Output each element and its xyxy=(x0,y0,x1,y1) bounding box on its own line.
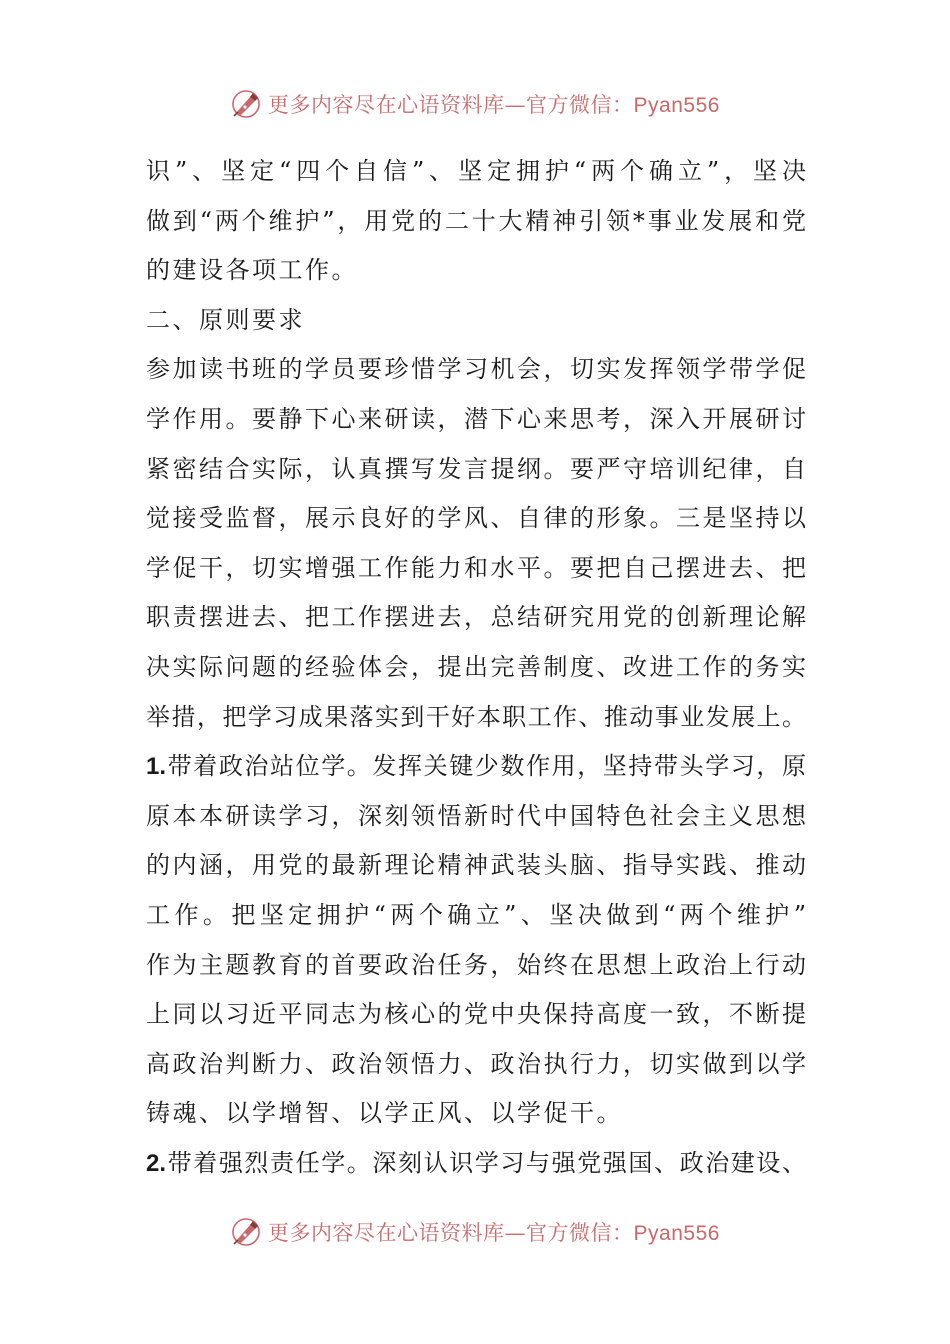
document-body xyxy=(146,147,806,1188)
line-text: 高政治判断力、政治领悟力、政治执行力，切实做到以学 xyxy=(146,1049,806,1078)
line-text: 学促干，切实增强工作能力和水平。要把自己摆进去、把 xyxy=(146,553,806,582)
line-text: 带着政治站位学。发挥关键少数作用，坚持带头学习，原 xyxy=(166,752,806,781)
line-text: 做到“两个维护”，用党的二十大精神引领*事业发展和党 xyxy=(146,206,806,235)
line-text: 作为主题教育的首要政治任务，始终在思想上政治上行动 xyxy=(146,950,806,979)
line-text: 学作用。要静下心来研读，潜下心来思考，深入开展研讨 xyxy=(146,404,806,433)
text-line xyxy=(146,395,806,445)
text-line xyxy=(146,1040,806,1090)
line-text: 职责摆进去、把工作摆进去，总结研究用党的创新理论解 xyxy=(146,603,806,632)
text-line xyxy=(146,742,806,792)
header-banner xyxy=(0,84,950,124)
line-text: 的内涵，用党的最新理论精神武装头脑、指导实践、推动 xyxy=(146,851,806,880)
line-text: 觉接受监督，展示良好的学风、自律的形象。三是坚持以 xyxy=(146,504,806,533)
banner-text: 更多内容尽在心语资料库—官方微信：Pyan556 xyxy=(268,1221,720,1245)
text-line xyxy=(146,593,806,643)
line-text: 举措，把学习成果落实到干好本职工作、推动事业发展上。 xyxy=(146,702,806,731)
line-text: 参加读书班的学员要珍惜学习机会，切实发挥领学带学促 xyxy=(146,355,806,384)
pen-nib-logo-icon xyxy=(230,1216,262,1248)
text-line xyxy=(146,544,806,594)
line-text: 工作。把坚定拥护“两个确立”、坚决做到“两个维护” xyxy=(146,900,806,929)
line-text: 二、原则要求 xyxy=(146,305,305,334)
pen-nib-logo-icon xyxy=(230,88,262,120)
line-text: 上同以习近平同志为核心的党中央保持高度一致，不断提 xyxy=(146,1000,806,1029)
text-line xyxy=(146,246,806,296)
text-line xyxy=(146,1139,806,1189)
text-line xyxy=(146,841,806,891)
list-number: 1. xyxy=(146,753,167,781)
banner-text: 更多内容尽在心语资料库—官方微信：Pyan556 xyxy=(268,93,720,117)
text-line xyxy=(146,990,806,1040)
line-text: 识”、坚定“四个自信”、坚定拥护“两个确立”，坚决 xyxy=(146,157,806,185)
text-line xyxy=(146,891,806,941)
footer-banner xyxy=(0,1212,950,1252)
text-line xyxy=(146,197,806,247)
line-text: 铸魂、以学增智、以学正风、以学促干。 xyxy=(146,1099,623,1128)
line-text: 的建设各项工作。 xyxy=(146,256,358,285)
text-line xyxy=(146,296,806,346)
text-line xyxy=(146,792,806,842)
line-text: 原本本研读学习，深刻领悟新时代中国特色社会主义思想 xyxy=(146,801,806,830)
text-line xyxy=(146,941,806,991)
line-text: 决实际问题的经验体会，提出完善制度、改进工作的务实 xyxy=(146,652,806,681)
line-text: 紧密结合实际，认真撰写发言提纲。要严守培训纪律，自 xyxy=(146,454,806,483)
text-line xyxy=(146,345,806,395)
text-line xyxy=(146,643,806,693)
text-line xyxy=(146,1089,806,1139)
text-line xyxy=(146,445,806,495)
text-line xyxy=(146,147,806,197)
text-line xyxy=(146,693,806,743)
list-number: 2. xyxy=(146,1149,167,1177)
line-text: 带着强烈责任学。深刻认识学习与强党强国、政治建设、 xyxy=(166,1148,806,1177)
text-line xyxy=(146,494,806,544)
